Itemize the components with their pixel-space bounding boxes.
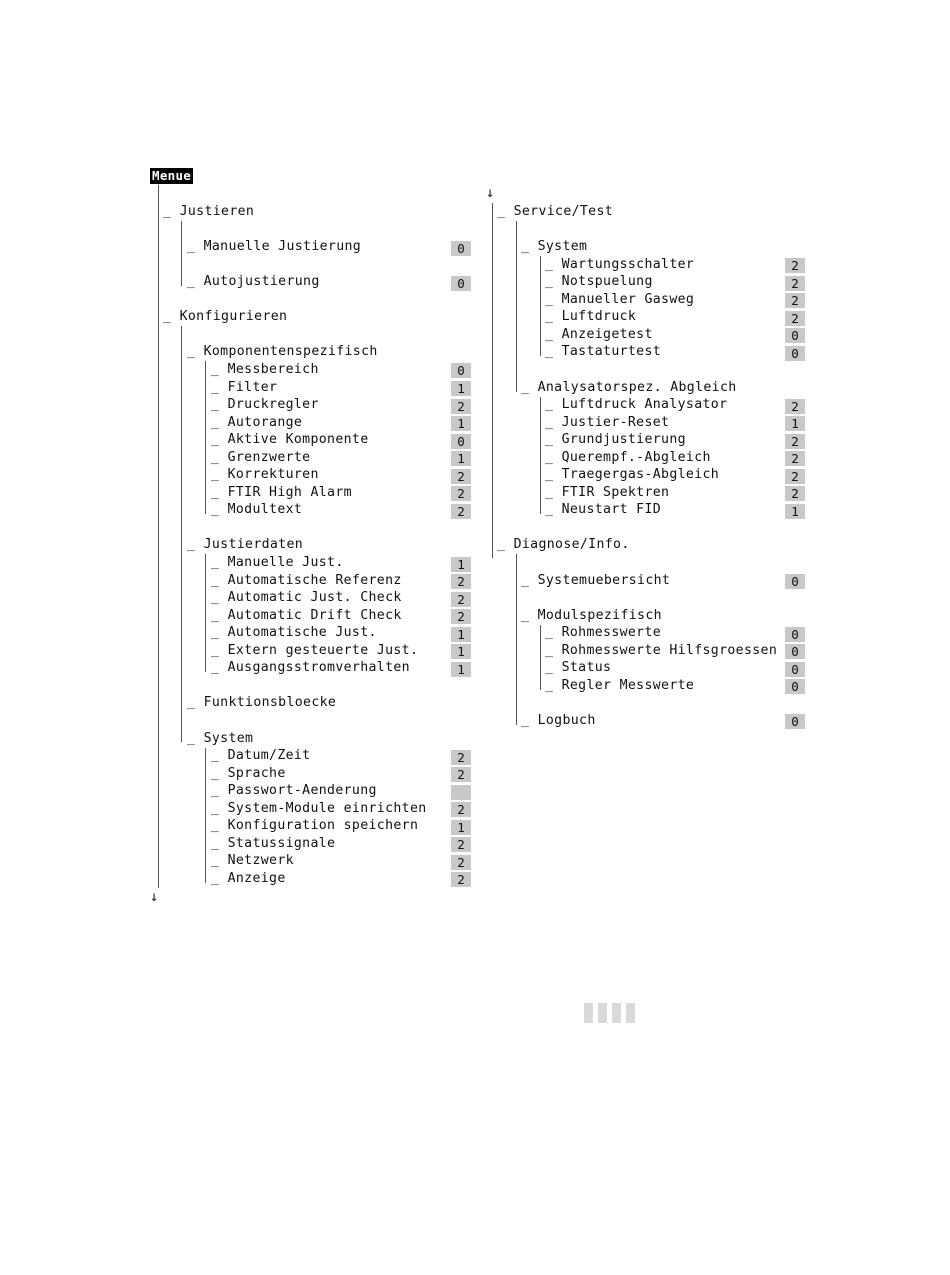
tree-item-label: _ Justier-Reset bbox=[545, 414, 670, 430]
tree-item-label: _ Aktive Komponente bbox=[211, 432, 369, 448]
tree-item-label: _ Komponentenspezifisch bbox=[187, 344, 378, 360]
tree-item-value-badge: 1 bbox=[451, 416, 471, 431]
tree-item-value-badge: 2 bbox=[451, 802, 471, 817]
tree-item-label: _ Automatic Just. Check bbox=[211, 590, 402, 606]
tree-item-value-badge: 0 bbox=[785, 328, 805, 343]
tree-item-label: _ Traegergas-Abgleich bbox=[545, 467, 720, 483]
tree-item-label: _ Extern gesteuerte Just. bbox=[211, 642, 419, 658]
tree-item-label: _ Manueller Gasweg bbox=[545, 291, 695, 307]
tree-item-value-badge: 1 bbox=[451, 627, 471, 642]
tree-item-label: _ Modultext bbox=[211, 502, 303, 518]
tree-item-value-badge: 0 bbox=[785, 346, 805, 361]
tree-item-value-badge: 1 bbox=[451, 644, 471, 659]
tree-item-label: _ Konfiguration speichern bbox=[211, 818, 419, 834]
tree-branch-connector bbox=[205, 554, 206, 672]
tree-item-label: _ Funktionsbloecke bbox=[187, 695, 337, 711]
tree-branch-connector bbox=[540, 256, 541, 356]
footer-block-mark bbox=[584, 1003, 636, 1023]
tree-item-label: _ Logbuch bbox=[521, 712, 596, 728]
tree-item-value-badge: 2 bbox=[451, 767, 471, 782]
tree-item-label: _ Manuelle Justierung bbox=[187, 239, 362, 255]
tree-item-label: _ Tastaturtest bbox=[545, 344, 662, 360]
tree-item-label: _ Service/Test bbox=[497, 204, 614, 219]
tree-item-value-badge: 2 bbox=[785, 451, 805, 466]
tree-branch-connector bbox=[205, 361, 206, 514]
tree-item-label: _ Justierdaten bbox=[187, 537, 304, 553]
tree-item-value-badge: 1 bbox=[451, 820, 471, 835]
tree-item-label: _ Passwort-Aenderung bbox=[211, 783, 377, 799]
tree-item-value-badge: 1 bbox=[785, 504, 805, 519]
tree-item-value-badge: 0 bbox=[785, 662, 805, 677]
tree-item-value-badge: 2 bbox=[451, 872, 471, 887]
tree-item-label: _ Statussignale bbox=[211, 835, 336, 851]
tree-item-label: _ Modulspezifisch bbox=[521, 607, 662, 623]
tree-item-label: _ Systemuebersicht bbox=[521, 572, 671, 588]
tree-item-label: _ System bbox=[521, 239, 588, 255]
tree-item-value-badge: 2 bbox=[785, 311, 805, 326]
tree-item-label: _ Netzwerk bbox=[211, 853, 294, 869]
tree-item-value-badge: 0 bbox=[451, 434, 471, 449]
tree-item-value-badge: 2 bbox=[451, 469, 471, 484]
tree-root-connector bbox=[158, 185, 159, 888]
tree-item-value-badge: 0 bbox=[451, 241, 471, 256]
tree-item-label: _ Regler Messwerte bbox=[545, 677, 695, 693]
tree-branch-connector bbox=[516, 554, 517, 725]
continue-arrow-top-right: ↓ bbox=[486, 185, 495, 201]
tree-item-value-badge: 2 bbox=[451, 592, 471, 607]
tree-item-label: _ Rohmesswerte Hilfsgroessen bbox=[545, 642, 778, 658]
tree-item-value-badge: 2 bbox=[785, 486, 805, 501]
tree-item-label: _ Manuelle Just. bbox=[211, 555, 344, 570]
tree-item-label: _ Ausgangsstromverhalten bbox=[211, 660, 410, 676]
tree-item-label: _ Grundjustierung bbox=[545, 432, 686, 448]
tree-item-label: _ Wartungsschalter bbox=[545, 256, 695, 272]
tree-item-label: _ FTIR High Alarm bbox=[211, 484, 352, 500]
tree-item-label: _ Automatische Just. bbox=[211, 625, 377, 641]
tree-item-label: _ Diagnose/Info. bbox=[497, 537, 630, 553]
tree-item-value-badge: 0 bbox=[785, 679, 805, 694]
tree-item-label: _ Status bbox=[545, 660, 612, 676]
tree-item-label: _ Analysatorspez. Abgleich bbox=[521, 379, 737, 395]
tree-item-value-badge: 2 bbox=[451, 574, 471, 589]
tree-branch-connector bbox=[205, 748, 206, 883]
tree-item-label: _ FTIR Spektren bbox=[545, 484, 670, 500]
tree-item-value-badge: 0 bbox=[451, 276, 471, 291]
tree-item-label: _ Notspuelung bbox=[545, 274, 653, 290]
tree-item-value-badge: 1 bbox=[451, 451, 471, 466]
tree-item-label: _ Autojustierung bbox=[187, 274, 320, 290]
tree-branch-connector bbox=[540, 625, 541, 690]
tree-item-value-badge: 1 bbox=[451, 381, 471, 396]
tree-item-label: _ Querempf.-Abgleich bbox=[545, 449, 711, 465]
tree-item-label: _ Datum/Zeit bbox=[211, 748, 311, 764]
tree-branch-connector bbox=[181, 221, 182, 286]
tree-item-label: _ Neustart FID bbox=[545, 502, 662, 518]
tree-item-label: _ Anzeige bbox=[211, 870, 286, 886]
tree-item-label: _ Autorange bbox=[211, 414, 303, 430]
tree-item-label: _ Automatic Drift Check bbox=[211, 607, 402, 623]
tree-item-value-badge: 2 bbox=[785, 293, 805, 308]
tree-item-value-badge: 2 bbox=[785, 399, 805, 414]
tree-item-label: _ Druckregler bbox=[211, 397, 319, 413]
tree-item-label: _ Automatische Referenz bbox=[211, 572, 402, 588]
tree-item-value-badge: 2 bbox=[451, 486, 471, 501]
tree-root-connector bbox=[492, 203, 493, 558]
continue-arrow-bottom-left: ↓ bbox=[150, 889, 159, 905]
tree-item-label: _ Messbereich bbox=[211, 361, 319, 377]
tree-item-value-badge: 0 bbox=[785, 714, 805, 729]
tree-item-label: _ Filter bbox=[211, 379, 278, 395]
tree-item-value-badge: 0 bbox=[451, 363, 471, 378]
tree-item-label: _ System bbox=[187, 730, 254, 746]
tree-item-value-badge: 0 bbox=[785, 574, 805, 589]
tree-item-value-badge: 2 bbox=[451, 609, 471, 624]
tree-item-label: _ Luftdruck bbox=[545, 309, 637, 325]
tree-item-value-badge: 0 bbox=[785, 644, 805, 659]
tree-item-label: _ Anzeigetest bbox=[545, 326, 653, 342]
tree-item-value-badge: 2 bbox=[785, 434, 805, 449]
tree-item-value-badge: 2 bbox=[785, 469, 805, 484]
tree-item-value-badge: 2 bbox=[451, 855, 471, 870]
tree-item-value-badge: 2 bbox=[785, 276, 805, 291]
tree-item-label: _ Grenzwerte bbox=[211, 449, 311, 465]
tree-item-label: _ System-Module einrichten bbox=[211, 800, 427, 816]
tree-item-value-badge: 1 bbox=[785, 416, 805, 431]
tree-item-value-badge: 1 bbox=[451, 557, 471, 572]
tree-item-value-badge: 2 bbox=[451, 837, 471, 852]
tree-item-label: _ Luftdruck Analysator bbox=[545, 397, 728, 413]
menu-title: Menue bbox=[152, 168, 192, 183]
tree-item-value-badge: 2 bbox=[785, 258, 805, 273]
tree-item-value-badge: 0 bbox=[785, 627, 805, 642]
tree-item-label: _ Konfigurieren bbox=[163, 309, 288, 325]
tree-branch-connector bbox=[181, 326, 182, 742]
tree-branch-connector bbox=[516, 221, 517, 392]
tree-branch-connector bbox=[540, 397, 541, 515]
tree-item-label: _ Rohmesswerte bbox=[545, 625, 662, 641]
tree-item-label: _ Korrekturen bbox=[211, 467, 319, 483]
tree-item-value-badge: 2 bbox=[451, 399, 471, 414]
tree-item-value-badge: 2 bbox=[451, 750, 471, 765]
tree-item-value-badge: 2 bbox=[451, 504, 471, 519]
tree-item-value-badge: 1 bbox=[451, 662, 471, 677]
tree-item-value-badge bbox=[451, 785, 471, 800]
tree-item-label: _ Justieren bbox=[163, 204, 255, 219]
tree-item-label: _ Sprache bbox=[211, 765, 286, 781]
